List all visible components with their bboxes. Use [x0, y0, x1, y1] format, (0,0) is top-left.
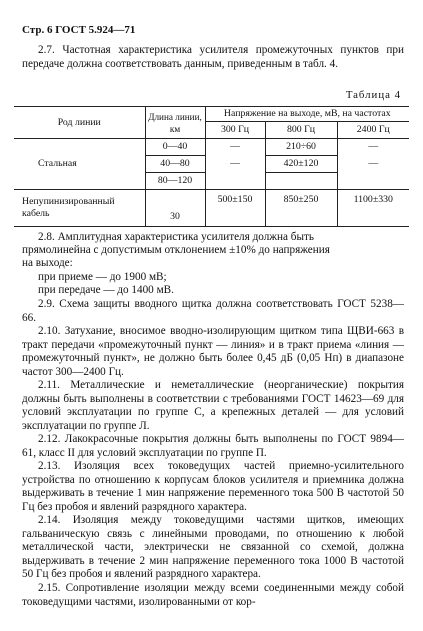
col-header-2400hz: 2400 Гц	[337, 122, 409, 139]
paragraph-2-11: 2.11. Металлические и неметаллические (неорганические) покрытия должны быть выполнены в соответствии с требованиями ГОСТ 14623—69 для условий эксплуатации по группе С, а крепежных деталей — для условий эксплуатации по группе Л.	[22, 379, 404, 432]
paragraph-2-7: 2.7. Частотная характеристика усилителя промежуточных пунктов при передаче должна соответствовать данным, приведенным в табл. 4.	[22, 44, 404, 70]
cell-length: 40—80	[145, 156, 205, 173]
col-header-line-type: Род линии	[14, 107, 145, 139]
table-row	[14, 190, 409, 227]
col-header-300hz: 300 Гц	[205, 122, 265, 139]
cell-length: 80—120	[145, 173, 205, 190]
table-row	[14, 139, 409, 156]
cell-2400hz: —	[337, 156, 409, 173]
cell-2400hz: 1100±330	[337, 190, 409, 227]
paragraph-2-14: 2.14. Изоляция между токоведущими частями щитков, имеющих гальваническую связь с линейными проводами, по отношению к любой металлической части, электрически не связанной со схемой, должна выдерживать в течение 2 мин напряжение переменного тока 1000 В частотой 50 Гц без пробоя и явлений разрядного характера.	[22, 514, 404, 580]
cell-300hz: —	[205, 139, 265, 156]
paragraph-2-13: 2.13. Изоляция всех токоведущих частей приемно-усилительного устройства по отношению к корпусам блоков усилителя и приемника должна выдерживать в течение 1 мин напряжение переменного тока 500 В частотой 50 Гц без пробоя и явлений разрядного характера.	[22, 460, 404, 513]
cell-length: 30	[145, 190, 205, 227]
paragraph-2-12: 2.12. Лакокрасочные покрытия должны быть выполнены по ГОСТ 9894—61, класс II для условий эксплуатации по группе П.	[22, 433, 404, 459]
cell-300hz	[205, 173, 265, 190]
row-label-steel: Стальная	[14, 139, 145, 190]
col-header-800hz: 800 Гц	[265, 122, 337, 139]
cell-2400hz	[337, 173, 409, 190]
paragraph-2-8-line2: прямолинейна с допустимым отклонением ±10% до напряжения	[22, 244, 330, 256]
row-label-cable-line1: Непупинизированный	[22, 196, 115, 207]
paragraph-2-8-line1: 2.8. Амплитудная характеристика усилителя должна быть	[38, 231, 314, 243]
row-label-cable	[14, 190, 145, 227]
cell-800hz: 210÷60	[265, 139, 337, 156]
paragraph-2-15: 2.15. Сопротивление изоляции между всеми соединенными между собой токоведущими частями, изолированными от кор-	[22, 582, 404, 608]
cell-800hz	[265, 173, 337, 190]
cell-300hz: —	[205, 156, 265, 173]
col-header-length: Длина линии, км	[145, 107, 205, 139]
paragraph-2-10: 2.10. Затухание, вносимое вводно-изолирующим щитком типа ЩВИ-663 в тракт передачи «промежуточный пункт — линия» и в тракт приема «линия — промежуточный пункт», не должно быть более 0,45 дБ (0,05 Нп) в диапазоне частот 300—2400 Гц.	[22, 325, 404, 378]
table-caption: Таблица 4	[345, 89, 401, 101]
paragraph-2-8-line3: на выходе:	[22, 257, 73, 269]
col-header-voltage: Напряжение на выходе, мВ, на частотах	[205, 107, 409, 122]
cell-length: 0—40	[145, 139, 205, 156]
cell-300hz: 500±150	[205, 190, 265, 227]
paragraph-2-9: 2.9. Схема защиты вводного щитка должна соответствовать ГОСТ 5238—66.	[22, 298, 404, 324]
paragraph-2-8-item-receive: при приеме — до 1900 мВ;	[38, 271, 167, 283]
cell-800hz: 850±250	[265, 190, 337, 227]
page-header: Стр. 6 ГОСТ 5.924—71	[22, 24, 136, 36]
cell-800hz: 420±120	[265, 156, 337, 173]
row-label-cable-line2: кабель	[22, 208, 50, 219]
paragraph-2-8-item-transmit: при передаче — до 1400 мВ.	[38, 284, 174, 296]
cell-2400hz: —	[337, 139, 409, 156]
table-4	[14, 106, 409, 227]
